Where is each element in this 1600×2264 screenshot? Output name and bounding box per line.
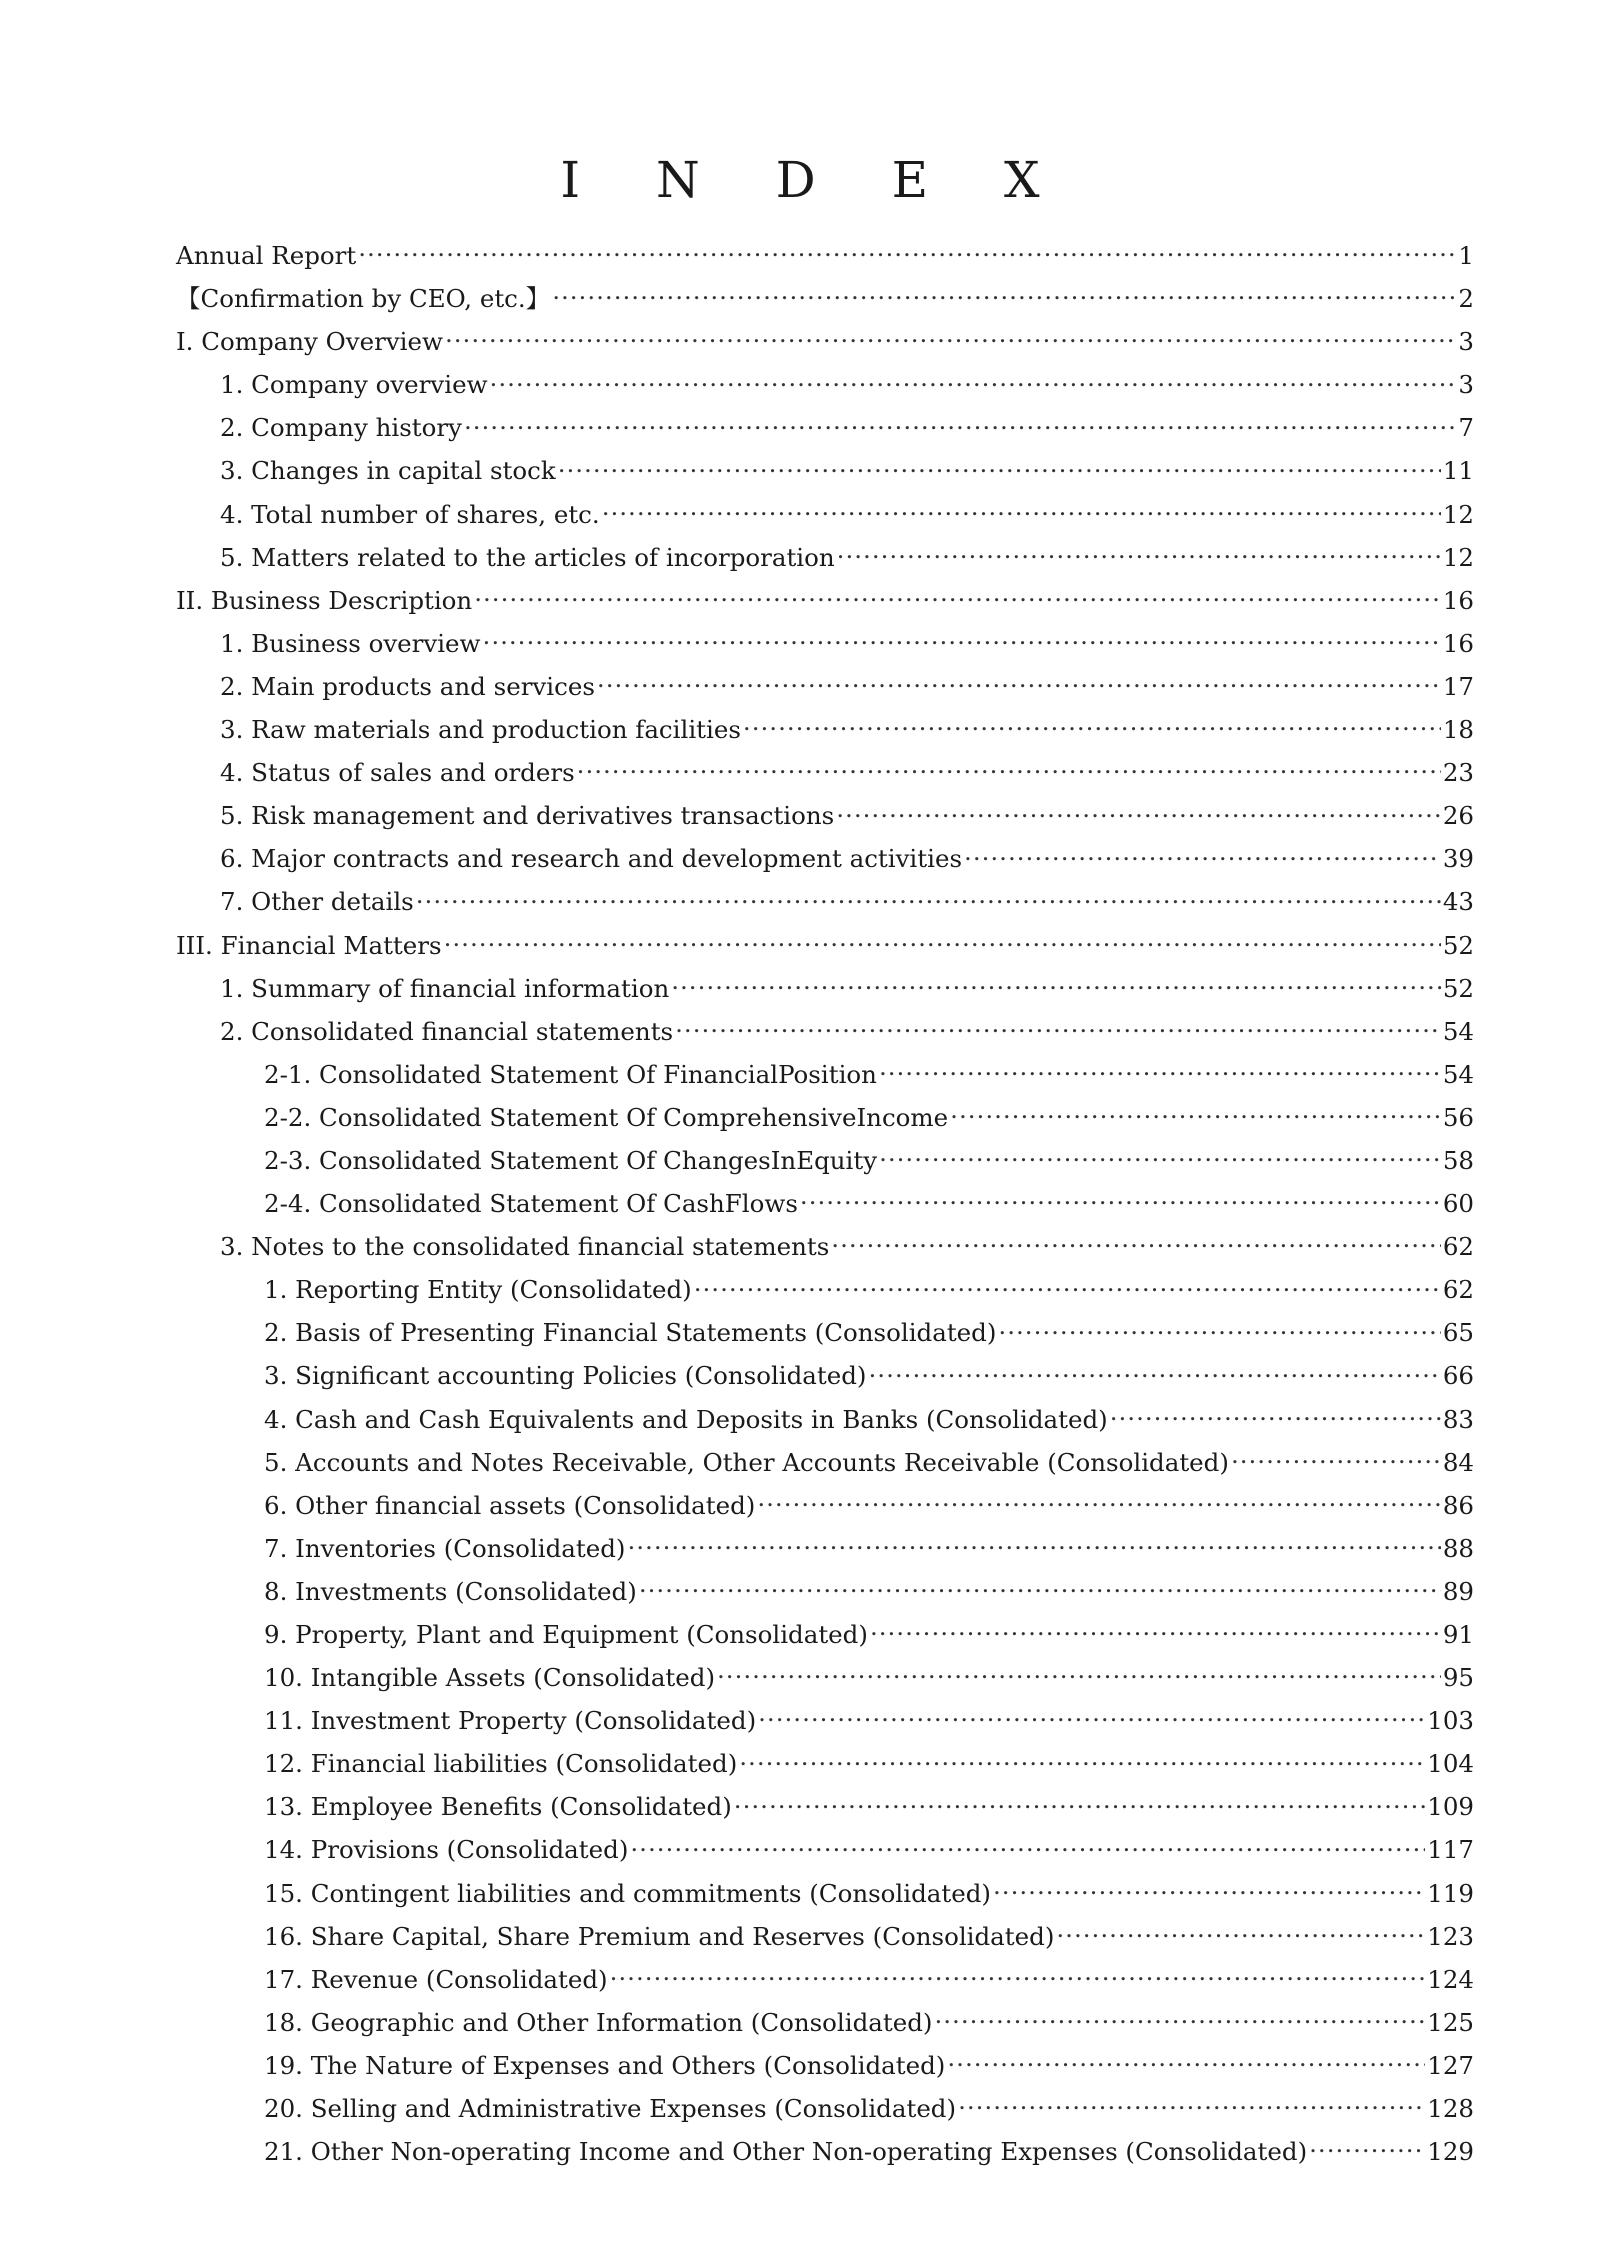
toc-entry-label: 5. Matters related to the articles of incorporation [220, 542, 835, 572]
toc-entry-label: 6. Major contracts and research and development activities [220, 844, 963, 874]
toc-entry-page-number: 2 [1458, 284, 1474, 314]
toc-entry-page-number: 23 [1442, 758, 1474, 788]
toc-entry[interactable] [176, 234, 1474, 277]
table-of-contents [176, 234, 1474, 2173]
toc-entry-page-number: 12 [1442, 542, 1474, 572]
toc-entry-page-number: 16 [1442, 628, 1474, 658]
toc-entry-page-number: 123 [1427, 1921, 1474, 1951]
toc-entry-page-number: 62 [1442, 1275, 1474, 1305]
dot-leader [444, 929, 1441, 954]
toc-entry-page-number: 43 [1442, 887, 1474, 917]
toc-entry[interactable] [176, 1742, 1474, 1785]
toc-entry-page-number: 88 [1442, 1533, 1474, 1563]
toc-entry-label: 1. Summary of financial information [220, 973, 670, 1003]
toc-entry[interactable] [176, 277, 1474, 320]
toc-entry-page-number: 56 [1442, 1102, 1474, 1132]
toc-entry-page-number: 86 [1442, 1490, 1474, 1520]
toc-entry-label: 19. The Nature of Expenses and Others (Consolidated) [264, 2050, 946, 2080]
toc-entry[interactable] [176, 2130, 1474, 2173]
dot-leader [734, 1791, 1425, 1816]
toc-entry-label: 【Confirmation by CEO, etc.】 [176, 284, 551, 314]
toc-entry-page-number: 117 [1427, 1835, 1474, 1865]
toc-entry-label: 7. Inventories (Consolidated) [264, 1533, 626, 1563]
dot-leader [758, 1705, 1425, 1730]
toc-entry-label: 5. Risk management and derivatives transactions [220, 801, 835, 831]
toc-entry-page-number: 3 [1458, 370, 1474, 400]
toc-entry[interactable] [176, 1958, 1474, 2001]
dot-leader [964, 843, 1441, 868]
toc-entry-page-number: 58 [1442, 1145, 1474, 1175]
toc-entry-label: 16. Share Capital, Share Premium and Reserves (Consolidated) [264, 1921, 1055, 1951]
toc-entry[interactable] [176, 751, 1474, 794]
dot-leader [552, 283, 1456, 308]
toc-entry-page-number: 1 [1458, 241, 1474, 270]
toc-entry[interactable] [176, 1527, 1474, 1570]
toc-entry-label: 3. Raw materials and production facilities [220, 715, 741, 745]
toc-entry-label: 1. Company overview [220, 370, 488, 400]
toc-entry-page-number: 84 [1442, 1447, 1474, 1477]
toc-entry-label: 1. Business overview [220, 628, 481, 658]
toc-entry-label: 2-4. Consolidated Statement Of CashFlows [264, 1189, 798, 1219]
dot-leader [474, 584, 1441, 609]
toc-entry[interactable] [176, 1311, 1474, 1354]
dot-leader [717, 1662, 1441, 1687]
toc-entry[interactable] [176, 1613, 1474, 1656]
dot-leader [358, 240, 1456, 265]
dot-leader [630, 1834, 1425, 1859]
dot-leader [947, 2049, 1425, 2074]
toc-entry-page-number: 128 [1427, 2094, 1474, 2124]
toc-entry-page-number: 54 [1442, 1016, 1474, 1046]
toc-entry[interactable] [176, 924, 1474, 967]
dot-leader [934, 2006, 1425, 2031]
toc-entry-label: II. Business Description [176, 585, 473, 615]
dot-leader [445, 326, 1456, 351]
toc-entry[interactable] [176, 1398, 1474, 1441]
dot-leader [800, 1188, 1441, 1213]
dot-leader [993, 1877, 1425, 1902]
toc-entry-label: 2. Basis of Presenting Financial Statements (Consolidated) [264, 1318, 997, 1348]
toc-entry-page-number: 12 [1442, 499, 1474, 529]
dot-leader [831, 1231, 1441, 1256]
toc-entry[interactable] [176, 622, 1474, 665]
dot-leader [757, 1489, 1440, 1514]
dot-leader [639, 1575, 1441, 1600]
dot-leader [743, 714, 1441, 739]
toc-entry-label: 11. Investment Property (Consolidated) [264, 1706, 757, 1736]
dot-leader [627, 1532, 1440, 1557]
dot-leader [1309, 2136, 1425, 2161]
toc-entry-label: 2-3. Consolidated Statement Of ChangesInEquity [264, 1145, 878, 1175]
toc-entry-page-number: 95 [1442, 1663, 1474, 1693]
toc-entry[interactable] [176, 1182, 1474, 1225]
toc-entry-page-number: 124 [1427, 1964, 1474, 1994]
toc-entry[interactable] [176, 1441, 1474, 1484]
toc-entry[interactable] [176, 579, 1474, 622]
toc-entry-label: 6. Other financial assets (Consolidated) [264, 1490, 756, 1520]
toc-entry-label: Annual Report [176, 241, 357, 270]
toc-entry-page-number: 103 [1427, 1706, 1474, 1736]
toc-entry-page-number: 60 [1442, 1189, 1474, 1219]
toc-entry[interactable] [176, 1096, 1474, 1139]
toc-entry-page-number: 127 [1427, 2050, 1474, 2080]
toc-entry-label: 18. Geographic and Other Information (Consolidated) [264, 2007, 933, 2037]
toc-entry-label: 3. Changes in capital stock [220, 456, 556, 486]
toc-entry-label: 21. Other Non-operating Income and Other Non-operating Expenses (Consolidated) [264, 2137, 1308, 2167]
toc-entry-page-number: 89 [1442, 1576, 1474, 1606]
toc-entry-page-number: 11 [1442, 456, 1474, 486]
dot-leader [870, 1619, 1441, 1644]
toc-entry[interactable] [176, 794, 1474, 837]
toc-entry[interactable] [176, 837, 1474, 880]
toc-entry-label: 15. Contingent liabilities and commitments (Consolidated) [264, 1878, 991, 1908]
toc-entry-label: 2. Main products and services [220, 671, 595, 701]
toc-entry-label: 10. Intangible Assets (Consolidated) [264, 1663, 716, 1693]
dot-leader [577, 757, 1441, 782]
toc-entry-page-number: 39 [1442, 844, 1474, 874]
toc-entry-label: 2-2. Consolidated Statement Of ComprehensiveIncome [264, 1102, 949, 1132]
dot-leader [958, 2093, 1425, 2118]
toc-entry[interactable] [176, 1354, 1474, 1397]
toc-entry[interactable] [176, 363, 1474, 406]
dot-leader [610, 1963, 1426, 1988]
toc-entry-label: 9. Property, Plant and Equipment (Consolidated) [264, 1620, 868, 1649]
toc-entry[interactable] [176, 1268, 1474, 1311]
toc-entry[interactable] [176, 665, 1474, 708]
toc-entry-label: 14. Provisions (Consolidated) [264, 1835, 629, 1865]
toc-entry-page-number: 125 [1427, 2007, 1474, 2037]
toc-entry-page-number: 18 [1442, 715, 1474, 745]
toc-entry-page-number: 62 [1442, 1232, 1474, 1262]
dot-leader [483, 627, 1441, 652]
toc-entry-page-number: 129 [1427, 2137, 1474, 2167]
dot-leader [558, 455, 1441, 480]
index-title: I N D E X [560, 151, 1070, 209]
toc-entry[interactable] [176, 493, 1474, 536]
dot-leader [879, 1058, 1441, 1083]
dot-leader [675, 1015, 1441, 1040]
dot-leader [694, 1274, 1441, 1299]
dot-leader [739, 1748, 1425, 1773]
toc-entry-page-number: 65 [1442, 1318, 1474, 1348]
dot-leader [879, 1144, 1441, 1169]
toc-entry[interactable] [176, 1915, 1474, 1958]
dot-leader [950, 1101, 1441, 1126]
dot-leader [464, 412, 1456, 437]
toc-entry[interactable] [176, 406, 1474, 449]
toc-entry-label: 3. Notes to the consolidated financial statements [220, 1232, 830, 1262]
toc-entry-label: 4. Cash and Cash Equivalents and Deposits in Banks (Consolidated) [264, 1404, 1108, 1434]
toc-entry-label: 2. Consolidated financial statements [220, 1016, 674, 1046]
toc-entry[interactable] [176, 1656, 1474, 1699]
toc-entry-page-number: 83 [1442, 1404, 1474, 1434]
dot-leader [836, 800, 1441, 825]
toc-entry[interactable] [176, 2087, 1474, 2130]
toc-entry[interactable] [176, 1225, 1474, 1268]
toc-entry-label: 4. Total number of shares, etc. [220, 499, 600, 529]
toc-entry[interactable] [176, 1570, 1474, 1613]
toc-entry-page-number: 52 [1442, 973, 1474, 1003]
dot-leader [837, 541, 1441, 566]
dot-leader [998, 1317, 1440, 1342]
toc-entry-page-number: 7 [1458, 413, 1474, 443]
toc-entry-page-number: 119 [1427, 1878, 1474, 1908]
toc-entry[interactable] [176, 1785, 1474, 1828]
toc-entry-page-number: 26 [1442, 801, 1474, 831]
toc-entry-label: 13. Employee Benefits (Consolidated) [264, 1792, 732, 1822]
toc-entry[interactable] [176, 536, 1474, 579]
toc-entry-label: 7. Other details [220, 887, 414, 917]
toc-entry-page-number: 3 [1458, 327, 1474, 357]
toc-entry-label: 20. Selling and Administrative Expenses (Consolidated) [264, 2094, 957, 2124]
toc-entry[interactable] [176, 1699, 1474, 1742]
toc-entry[interactable] [176, 1484, 1474, 1527]
toc-entry-label: I. Company Overview [176, 327, 443, 357]
toc-entry-page-number: 17 [1442, 671, 1474, 701]
toc-entry-label: 3. Significant accounting Policies (Consolidated) [264, 1361, 867, 1391]
toc-entry-page-number: 54 [1442, 1059, 1474, 1089]
dot-leader [490, 369, 1457, 394]
dot-leader [1056, 1920, 1425, 1945]
toc-entry-label: 1. Reporting Entity (Consolidated) [264, 1275, 692, 1305]
toc-entry[interactable] [176, 880, 1474, 923]
toc-entry-page-number: 109 [1427, 1792, 1474, 1822]
dot-leader [597, 670, 1441, 695]
dot-leader [1231, 1446, 1441, 1471]
toc-entry-label: 5. Accounts and Notes Receivable, Other Accounts Receivable (Consolidated) [264, 1447, 1229, 1477]
toc-entry[interactable] [176, 1139, 1474, 1182]
toc-entry[interactable] [176, 1828, 1474, 1871]
toc-entry-label: 12. Financial liabilities (Consolidated) [264, 1749, 738, 1779]
toc-entry-label: 8. Investments (Consolidated) [264, 1576, 637, 1606]
toc-entry-page-number: 52 [1442, 930, 1474, 960]
toc-entry-label: 2-1. Consolidated Statement Of FinancialPosition [264, 1059, 877, 1089]
dot-leader [869, 1360, 1441, 1385]
toc-entry-label: 17. Revenue (Consolidated) [264, 1964, 608, 1994]
toc-entry[interactable] [176, 2044, 1474, 2087]
toc-entry[interactable] [176, 1053, 1474, 1096]
toc-entry-label: III. Financial Matters [176, 930, 442, 960]
toc-entry-page-number: 104 [1427, 1749, 1474, 1779]
toc-entry[interactable] [176, 967, 1474, 1010]
dot-leader [602, 498, 1441, 523]
toc-entry-label: 4. Status of sales and orders [220, 758, 575, 788]
toc-entry-page-number: 16 [1442, 585, 1474, 615]
toc-entry[interactable] [176, 449, 1474, 492]
toc-entry-page-number: 66 [1442, 1361, 1474, 1391]
toc-entry-label: 2. Company history [220, 413, 462, 443]
toc-entry[interactable] [176, 320, 1474, 363]
toc-entry[interactable] [176, 2001, 1474, 2044]
dot-leader [1110, 1403, 1441, 1428]
toc-entry[interactable] [176, 1010, 1474, 1053]
dot-leader [671, 972, 1441, 997]
dot-leader [416, 886, 1441, 911]
toc-entry[interactable] [176, 1872, 1474, 1915]
toc-entry[interactable] [176, 708, 1474, 751]
toc-entry-page-number: 91 [1442, 1620, 1474, 1649]
